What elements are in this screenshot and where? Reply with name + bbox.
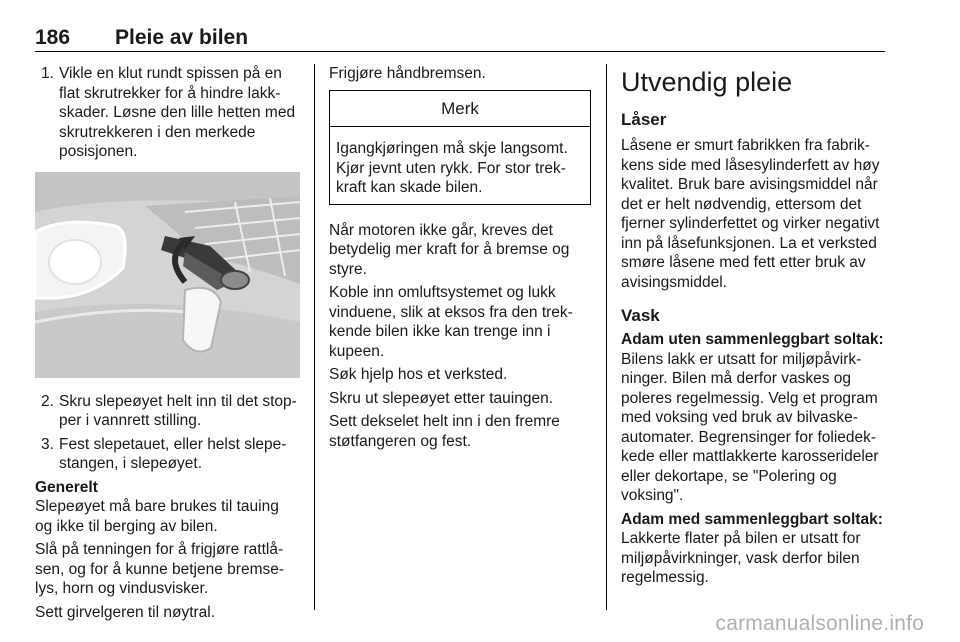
steps-list-top bbox=[35, 64, 300, 162]
subheading: Adam uten sammenleggbart soltak: bbox=[621, 331, 884, 348]
towing-eye-illustration bbox=[35, 172, 300, 378]
paragraph: Sett girvelgeren til nøytral. bbox=[35, 603, 216, 621]
paragraph: Frigjøre håndbremsen. bbox=[329, 65, 486, 82]
note-title: Merk bbox=[330, 91, 590, 128]
steps-list-bottom bbox=[35, 392, 300, 474]
list-item bbox=[35, 392, 300, 431]
step-text: Skru slepeøyet helt inn til det stop-per i vannrett stilling. bbox=[59, 392, 297, 429]
paragraph: Koble inn omluftsystemet og lukk vinduene, slik at eksos fra den trek-kende bilen ikke kan trenge inn i kupeen. bbox=[329, 284, 573, 360]
paragraph: Når motoren ikke går, kreves det betydelig mer kraft for å bremse og styre. bbox=[329, 221, 570, 278]
general-heading: Generelt bbox=[35, 478, 98, 496]
note-text: Igangkjøringen må skje langsomt. Kjør jevnt uten rykk. For stor trek-kraft kan skade bilen. bbox=[336, 140, 568, 196]
paragraph: Søk hjelp hos et verksted. bbox=[329, 366, 508, 383]
wash-heading: Vask bbox=[621, 306, 660, 325]
paragraph: Låsene er smurt fabrikken fra fabrik-kens side med låsesylinderfett av høy kvalitet. Bruk bare avisingsmiddel når det er helt nødvendig, ettersom det fjerner sylinderfettet og virker negativt inn på låsefunksjonen. La et verksted smøre låsene med fett etter bruk av avisingsmiddel. bbox=[621, 137, 880, 291]
page-number: 186 bbox=[35, 26, 71, 49]
paragraph: Sett dekselet helt inn i den fremre støtfangeren og fest. bbox=[329, 413, 560, 450]
list-item bbox=[35, 435, 300, 474]
step-text: Fest slepetauet, eller helst slepe-stangen, i slepeøyet. bbox=[59, 435, 287, 472]
step-number: 3. bbox=[41, 435, 54, 453]
locks-heading: Låser bbox=[621, 110, 667, 129]
paragraph: Skru ut slepeøyet etter tauingen. bbox=[329, 389, 554, 407]
page-header bbox=[35, 26, 885, 52]
column-divider bbox=[314, 64, 315, 610]
step-number: 1. bbox=[41, 65, 54, 82]
page-title: Pleie av bilen bbox=[115, 26, 249, 49]
paragraph: Bilens lakk er utsatt for miljøpåvirk-ninger. Bilen må derfor vaskes og poleres regelmessig. Velg et program med voksing ved bruk av bilvaske-automater. Begrensinger for foliedek-kede eller mattlakkerte karosserideler eller dekortape, se "Polering og voksing". bbox=[621, 350, 879, 504]
column-1 bbox=[35, 64, 300, 626]
paragraph: Slepeøyet må bare brukes til tauing og ikke til berging av bilen. bbox=[35, 498, 279, 535]
paragraph: Slå på tenningen for å frigjøre rattlå-sen, og for å kunne betjene bremse-lys, horn og vindusvisker. bbox=[35, 541, 285, 597]
subheading: Adam med sammenleggbart soltak: bbox=[621, 510, 883, 528]
column-3 bbox=[621, 64, 886, 592]
step-number: 2. bbox=[41, 392, 54, 410]
list-item bbox=[35, 64, 300, 162]
column-2 bbox=[329, 64, 591, 455]
note-box bbox=[329, 90, 591, 205]
watermark: carmanualsonline.info bbox=[715, 612, 924, 635]
column-divider bbox=[606, 64, 607, 610]
step-text: Vikle en klut rundt spissen på en flat skrutrekker for å hindre lakk-skader. Løsne den lille hetten med skrutrekkeren i den merkede posisjonen. bbox=[59, 65, 296, 160]
paragraph: Lakkerte flater på bilen er utsatt for miljøpåvirkninger, vask derfor bilen regelmessig. bbox=[621, 530, 861, 586]
section-title: Utvendig pleie bbox=[621, 67, 793, 97]
